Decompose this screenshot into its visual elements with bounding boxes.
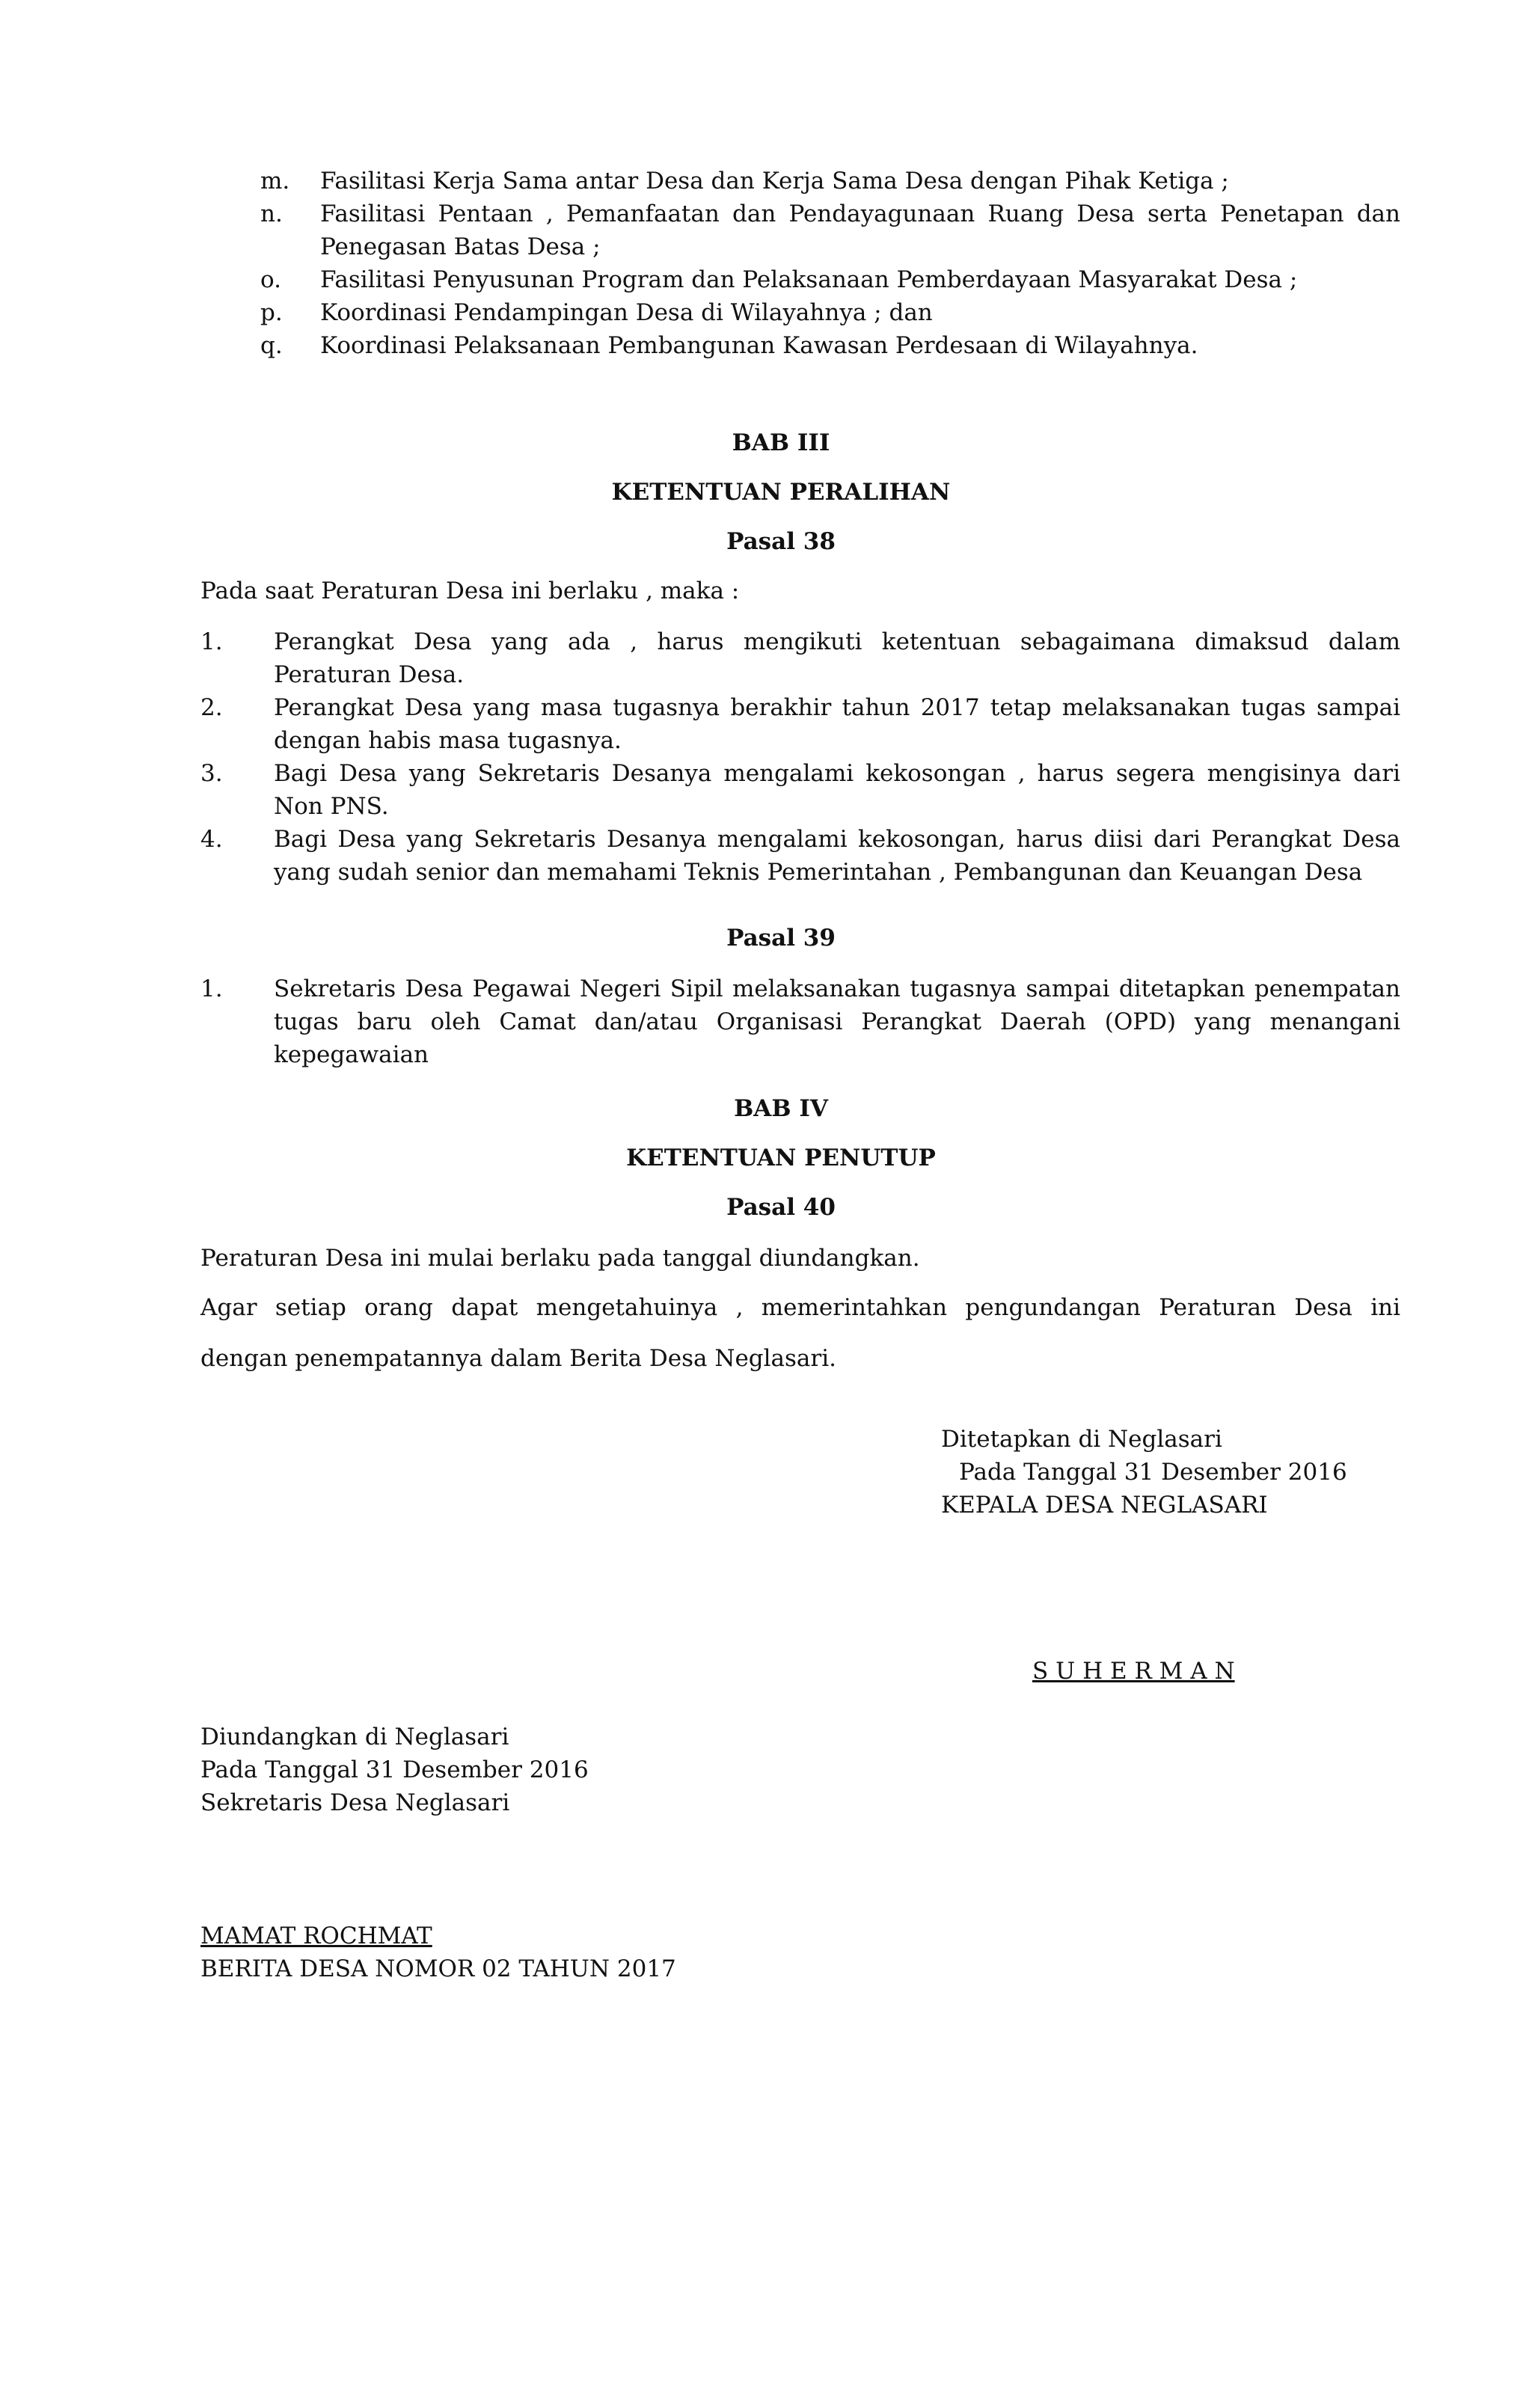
bab-iii-subtitle: KETENTUAN PERALIHAN bbox=[611, 479, 951, 506]
list-item bbox=[200, 823, 1400, 889]
list-marker: 4. bbox=[200, 826, 223, 853]
sekretaris-block bbox=[200, 1920, 799, 1985]
ditetapkan-block bbox=[941, 1423, 1405, 1522]
list-text: Fasilitasi Pentaan , Pemanfaatan dan Pendayagunaan Ruang Desa serta Penetapan dan Penegasan Batas Desa ; bbox=[320, 200, 1400, 260]
pasal-38-list bbox=[200, 625, 1400, 889]
pasal-38-intro: Pada saat Peraturan Desa ini berlaku , maka : bbox=[200, 578, 740, 604]
diundangkan-title: Sekretaris Desa Neglasari bbox=[200, 1789, 510, 1816]
ditetapkan-title: KEPALA DESA NEGLASARI bbox=[941, 1492, 1268, 1519]
ditetapkan-date: Pada Tanggal 31 Desember 2016 bbox=[959, 1459, 1347, 1486]
list-item bbox=[260, 263, 1400, 296]
pasal-40-paragraph-2-line-2: dengan penempatannya dalam Berita Desa Neglasari. bbox=[200, 1345, 837, 1372]
list-item bbox=[260, 329, 1400, 362]
pasal-40-paragraph-2-line-1: Agar setiap orang dapat mengetahuinya , memerintahkan pengundangan Peraturan Desa ini bbox=[200, 1294, 1400, 1321]
bab-iv-title: BAB IV bbox=[734, 1095, 828, 1122]
list-text: Koordinasi Pelaksanaan Pembangunan Kawasan Perdesaan di Wilayahnya. bbox=[320, 332, 1198, 359]
pasal-40-paragraph-1: Peraturan Desa ini mulai berlaku pada tanggal diundangkan. bbox=[200, 1245, 920, 1272]
list-item bbox=[260, 165, 1400, 197]
diundangkan-date: Pada Tanggal 31 Desember 2016 bbox=[200, 1756, 589, 1783]
list-marker: m. bbox=[260, 168, 290, 194]
berita-desa-number: BERITA DESA NOMOR 02 TAHUN 2017 bbox=[200, 1955, 676, 1982]
list-marker: 2. bbox=[200, 694, 223, 721]
diundangkan-place: Diundangkan di Neglasari bbox=[200, 1724, 509, 1750]
pasal-40-title: Pasal 40 bbox=[726, 1194, 836, 1221]
list-marker: 1. bbox=[200, 628, 223, 655]
list-text: Koordinasi Pendampingan Desa di Wilayahnya ; dan bbox=[320, 299, 933, 326]
list-item bbox=[260, 197, 1400, 263]
bab-iv-subtitle: KETENTUAN PENUTUP bbox=[626, 1145, 936, 1171]
list-text: Perangkat Desa yang masa tugasnya berakhir tahun 2017 tetap melaksanakan tugas sampai dengan habis masa tugasnya. bbox=[274, 694, 1400, 754]
kepala-desa-signer: S U H E R M A N bbox=[1032, 1658, 1235, 1685]
list-marker: 3. bbox=[200, 760, 223, 787]
list-text: Sekretaris Desa Pegawai Negeri Sipil melaksanakan tugasnya sampai ditetapkan penempatan tugas baru oleh Camat dan/atau Organisasi Perangkat Daerah (OPD) yang menangani kepegawaian bbox=[274, 975, 1400, 1068]
ditetapkan-place: Ditetapkan di Neglasari bbox=[941, 1426, 1222, 1453]
pasal-38-title: Pasal 38 bbox=[726, 528, 836, 555]
list-marker: o. bbox=[260, 266, 281, 293]
bab-iii-title: BAB III bbox=[732, 429, 830, 456]
top-list bbox=[260, 165, 1400, 362]
list-marker: q. bbox=[260, 332, 283, 359]
list-marker: p. bbox=[260, 299, 283, 326]
list-text: Bagi Desa yang Sekretaris Desanya mengalami kekosongan , harus segera mengisinya dari Non PNS. bbox=[274, 760, 1400, 820]
list-text: Bagi Desa yang Sekretaris Desanya mengalami kekosongan, harus diisi dari Perangkat Desa yang sudah senior dan memahami Teknis Pemerintahan , Pembangunan dan Keuangan Desa bbox=[274, 826, 1400, 886]
list-marker: 1. bbox=[200, 975, 223, 1002]
list-marker: n. bbox=[260, 200, 283, 227]
list-item bbox=[200, 691, 1400, 757]
sekretaris-signer: MAMAT ROCHMAT bbox=[200, 1923, 432, 1949]
list-item bbox=[200, 757, 1400, 823]
list-item bbox=[260, 296, 1400, 329]
list-text: Fasilitasi Kerja Sama antar Desa dan Kerja Sama Desa dengan Pihak Ketiga ; bbox=[320, 168, 1229, 194]
pasal-39-list bbox=[200, 972, 1400, 1071]
pasal-39-title: Pasal 39 bbox=[726, 925, 836, 952]
list-text: Fasilitasi Penyusunan Program dan Pelaksanaan Pemberdayaan Masyarakat Desa ; bbox=[320, 266, 1298, 293]
list-item bbox=[200, 972, 1400, 1071]
diundangkan-block bbox=[200, 1721, 724, 1819]
list-text: Perangkat Desa yang ada , harus mengikuti ketentuan sebagaimana dimaksud dalam Peraturan Desa. bbox=[274, 628, 1400, 688]
list-item bbox=[200, 625, 1400, 691]
